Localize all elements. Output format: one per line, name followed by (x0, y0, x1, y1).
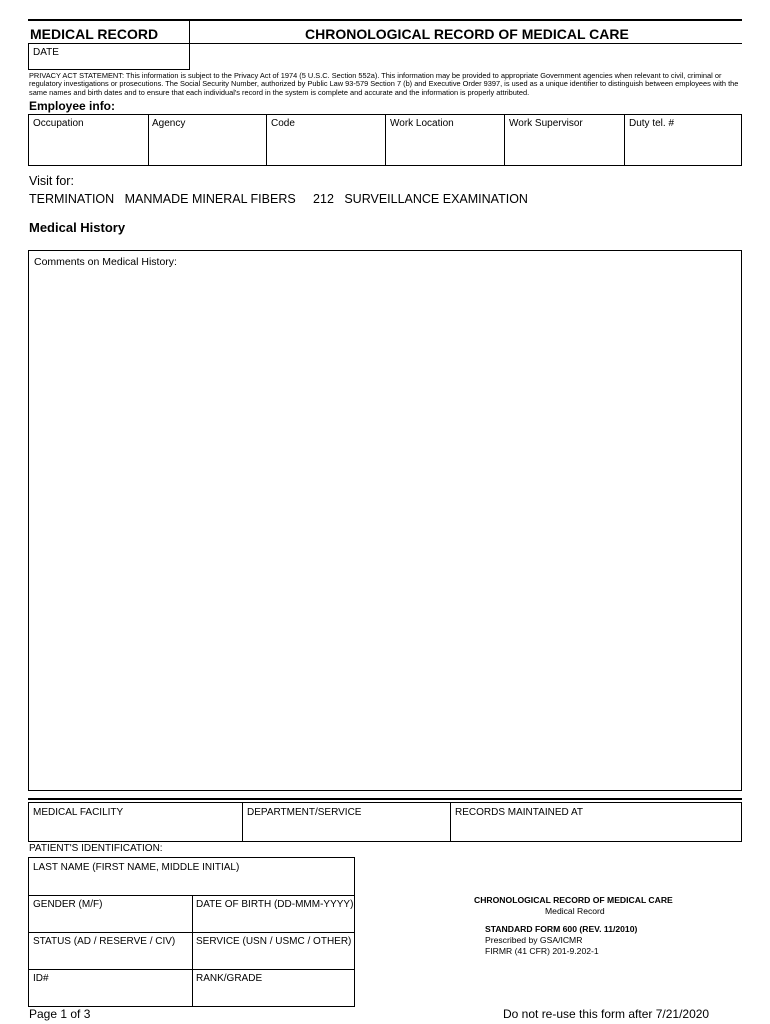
occupation-label: Occupation (33, 118, 84, 129)
employee-info-title: Employee info: (29, 99, 116, 113)
page-number: Page 1 of 3 (29, 1007, 91, 1021)
code-field[interactable] (267, 115, 386, 165)
service-label: SERVICE (USN / USMC / OTHER) (196, 936, 352, 947)
patient-identification-label: PATIENT'S IDENTIFICATION: (29, 843, 163, 854)
reuse-notice: Do not re-use this form after 7/21/2020 (503, 1007, 710, 1021)
firmr-reference: FIRMR (41 CFR) 201-9.202-1 (485, 946, 599, 956)
code-label: Code (271, 118, 295, 129)
records-maintained-field[interactable] (451, 803, 741, 841)
date-field[interactable] (28, 43, 190, 70)
date-of-birth-label: DATE OF BIRTH (DD-MMM-YYYY) (196, 899, 354, 910)
medical-facility-label: MEDICAL FACILITY (33, 807, 124, 818)
chronological-record-title: CHRONOLOGICAL RECORD OF MEDICAL CARE (305, 26, 629, 42)
facility-table (28, 802, 742, 842)
department-service-field[interactable] (243, 803, 451, 841)
status-label: STATUS (AD / RESERVE / CIV) (33, 936, 176, 947)
visit-for-label: Visit for: (29, 174, 74, 188)
service-field[interactable] (193, 933, 354, 970)
duty-tel-field[interactable] (625, 115, 741, 165)
department-service-label: DEPARTMENT/SERVICE (247, 807, 362, 818)
patient-id-table (28, 857, 355, 1007)
date-of-birth-field[interactable] (193, 896, 354, 933)
header-divider (189, 21, 190, 43)
last-name-field[interactable] (29, 858, 354, 896)
last-name-label: LAST NAME (FIRST NAME, MIDDLE INITIAL) (33, 862, 240, 873)
work-location-label: Work Location (390, 118, 454, 129)
form-info-title: CHRONOLOGICAL RECORD OF MEDICAL CARE (474, 895, 673, 905)
agency-label: Agency (152, 118, 186, 129)
gender-field[interactable] (29, 896, 193, 933)
medical-history-comments-box[interactable] (28, 250, 742, 791)
facility-top-rule (28, 798, 742, 800)
employee-info-table (28, 114, 742, 166)
id-field[interactable] (29, 970, 193, 1006)
work-supervisor-label: Work Supervisor (509, 118, 583, 129)
occupation-field[interactable] (29, 115, 149, 165)
privacy-act-statement: PRIVACY ACT STATEMENT: This information is subject to the Privacy Act of 1974 (5 U.S.C. Section 552a). This information may be provided to appropriate Government agencies when relevant to civil, criminal or regulatory investigations or prosecutions. The Social Security Number, authorized by Public Law 93-579 Section 7 (b) and Executive Order 9397, is used as a unique identifier to distinguish between employees with the same names and birth dates and to ensure that each individual's record in the system is complete and accurate and the information is properly attributed. (29, 71, 739, 97)
work-location-field[interactable] (386, 115, 505, 165)
rank-grade-field[interactable] (193, 970, 354, 1006)
duty-tel-label: Duty tel. # (629, 118, 675, 129)
medical-history-title: Medical History (29, 220, 126, 235)
comments-label: Comments on Medical History: (34, 256, 177, 268)
work-supervisor-field[interactable] (505, 115, 625, 165)
form-info-subtitle: Medical Record (545, 906, 605, 916)
records-maintained-label: RECORDS MAINTAINED AT (455, 807, 583, 818)
status-field[interactable] (29, 933, 193, 970)
medical-facility-field[interactable] (29, 803, 243, 841)
rank-grade-label: RANK/GRADE (196, 973, 263, 984)
standard-form-number: STANDARD FORM 600 (REV. 11/2010) (485, 924, 638, 934)
gender-label: GENDER (M/F) (33, 899, 103, 910)
medical-record-title: MEDICAL RECORD (30, 26, 159, 42)
header-top-rule (28, 19, 742, 21)
prescribed-by: Prescribed by GSA/ICMR (485, 935, 583, 945)
id-label: ID# (33, 973, 49, 984)
visit-description: TERMINATION MANMADE MINERAL FIBERS 212 SURVEILLANCE EXAMINATION (29, 192, 528, 206)
date-label: DATE (33, 47, 59, 58)
agency-field[interactable] (148, 115, 267, 165)
